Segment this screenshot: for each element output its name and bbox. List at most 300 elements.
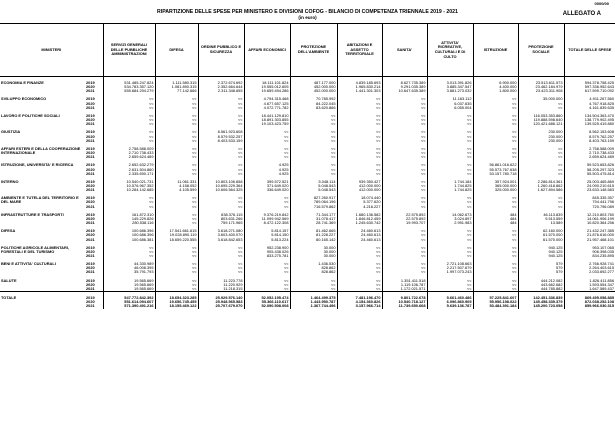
- value-cell: 5.048.543: [290, 184, 337, 188]
- value-cell: <<: [337, 102, 382, 106]
- year-label: 2021: [86, 221, 95, 226]
- value-cell: <<: [337, 122, 382, 126]
- value-cell: <<: [382, 118, 427, 122]
- value-cell: 2.758.588.009: [103, 143, 155, 151]
- value-cell: 280.538.116: [103, 221, 155, 225]
- year-label: 2019: [86, 112, 95, 118]
- value-cell: 25.929.576.140: [198, 292, 244, 301]
- value-cell: <<: [103, 205, 155, 209]
- value-cell: <<: [198, 254, 244, 258]
- value-cell: 70.785.992: [290, 93, 337, 101]
- value-cell: <<: [155, 270, 198, 274]
- year-label: 2020: [86, 101, 95, 106]
- value-cell: 10.576.967.352: [103, 184, 155, 188]
- value-cell: 6.037.635: [427, 102, 473, 106]
- value-cell: 940.125: [518, 254, 564, 258]
- value-cell: 720.796.089: [564, 205, 615, 209]
- value-cell: <<: [382, 242, 427, 250]
- value-cell: <<: [103, 126, 155, 134]
- value-cell: <<: [427, 143, 473, 151]
- value-cell: 2.766.928.741: [564, 258, 615, 266]
- value-cell: 11.739.650.668: [382, 304, 427, 308]
- value-cell: 872.038.252.108: [564, 300, 615, 304]
- value-cell: 5.377.620: [337, 200, 382, 204]
- value-cell: 1.965.830.214: [337, 85, 382, 89]
- value-cell: 1.111.580.315: [155, 77, 198, 86]
- value-cell: 22.575.892: [382, 217, 427, 221]
- value-cell: 71.344.177: [290, 209, 337, 217]
- value-cell: 1.826.411.856: [564, 275, 615, 283]
- value-cell: 19.028.890.119: [155, 233, 198, 237]
- value-cell: <<: [155, 266, 198, 270]
- value-cell: 19.656.745.455: [155, 300, 198, 304]
- value-cell: 56.861.016.622: [473, 159, 518, 167]
- value-cell: <<: [155, 93, 198, 101]
- value-cell: <<: [155, 221, 198, 225]
- table-row: [0, 275, 615, 283]
- spending-table: [0, 23, 615, 309]
- value-cell: <<: [155, 283, 198, 287]
- value-cell: <<: [155, 159, 198, 167]
- value-cell: 8.561.923.608: [198, 126, 244, 134]
- value-cell: <<: [198, 118, 244, 122]
- value-cell: 10.606.564.325: [198, 188, 244, 192]
- value-cell: <<: [382, 135, 427, 139]
- value-cell: <<: [473, 155, 518, 159]
- value-cell: 1.744.184: [427, 176, 473, 184]
- value-cell: 1.593.554.347: [564, 283, 615, 287]
- year-label: 2020: [86, 183, 95, 188]
- value-cell: <<: [427, 225, 473, 233]
- header-istruzione: ISTRUZIONE: [473, 24, 518, 77]
- value-cell: 3.618.842.653: [198, 238, 244, 242]
- value-cell: 2.659.624.489: [564, 155, 615, 159]
- value-cell: 11.163.112: [427, 93, 473, 101]
- value-cell: 46.008.395: [103, 266, 155, 270]
- value-cell: 833.275.781: [244, 254, 290, 258]
- value-cell: <<: [337, 275, 382, 283]
- year-label: 2021: [86, 138, 95, 143]
- value-cell: 80.165.142: [290, 238, 337, 242]
- value-cell: 9.376.219.842: [244, 209, 290, 217]
- value-cell: 4.072.771.782: [244, 106, 290, 110]
- value-cell: 794.441.796: [564, 200, 615, 204]
- value-cell: 803.631.266: [198, 217, 244, 221]
- value-cell: 19.103.423.759: [244, 122, 290, 126]
- value-cell: 551.614.094.607: [103, 300, 155, 304]
- value-cell: 716.579.862: [290, 205, 337, 209]
- year-label: 2020: [86, 266, 95, 271]
- year-label: 2020: [86, 151, 95, 156]
- value-cell: <<: [473, 200, 518, 204]
- value-cell: <<: [198, 258, 244, 266]
- value-cell: <<: [155, 126, 198, 134]
- value-cell: <<: [103, 200, 155, 204]
- value-cell: 5.661.460.486: [427, 292, 473, 301]
- value-cell: 14.061.906.199: [564, 217, 615, 221]
- year-label: 2021: [86, 204, 95, 209]
- value-cell: 1.744.825: [427, 188, 473, 192]
- value-cell: <<: [473, 93, 518, 101]
- value-cell: <<: [518, 200, 564, 204]
- value-cell: <<: [473, 143, 518, 151]
- value-cell: 18.891.303.855: [244, 118, 290, 122]
- value-cell: <<: [337, 283, 382, 287]
- value-cell: <<: [155, 135, 198, 139]
- page-title: RIPARTIZIONE DELLE SPESE PER MINISTERO E DIVISIONI COFOG - BILANCIO DI COMPETENZA TRIENNALE 2019 - 2021: [157, 9, 458, 15]
- table-row: [0, 77, 615, 86]
- value-cell: 25.003.465.869: [564, 176, 615, 184]
- year-label: 2021: [86, 105, 95, 110]
- value-cell: 23.513.611.573: [518, 77, 564, 86]
- value-cell: <<: [103, 106, 155, 110]
- value-cell: 953.107.065: [564, 242, 615, 250]
- value-cell: 1.627.894.586: [518, 188, 564, 192]
- value-cell: <<: [244, 283, 290, 287]
- value-cell: <<: [382, 250, 427, 254]
- value-cell: 4.925: [244, 168, 290, 172]
- value-cell: <<: [427, 254, 473, 258]
- value-cell: 3.013.391.826: [427, 77, 473, 86]
- value-cell: 100.686.381: [103, 238, 155, 242]
- value-cell: 9.291.035.389: [382, 85, 427, 89]
- value-cell: 1.260.418.862: [518, 184, 564, 188]
- value-cell: <<: [382, 184, 427, 188]
- page-code: 0000/00: [594, 1, 609, 6]
- value-cell: <<: [198, 122, 244, 126]
- value-cell: 142.451.336.839: [518, 292, 564, 301]
- value-cell: <<: [427, 275, 473, 283]
- value-cell: <<: [382, 238, 427, 242]
- value-cell: <<: [244, 192, 290, 200]
- value-cell: <<: [198, 266, 244, 270]
- value-cell: 940.125: [518, 250, 564, 254]
- value-cell: <<: [337, 172, 382, 176]
- value-cell: <<: [103, 93, 155, 101]
- value-cell: 838.376.115: [198, 209, 244, 217]
- value-cell: <<: [103, 122, 155, 126]
- value-cell: 24.460.613: [337, 225, 382, 233]
- year-label: 2019: [86, 129, 95, 135]
- value-cell: 4.925: [244, 172, 290, 176]
- value-cell: <<: [337, 159, 382, 167]
- value-cell: <<: [155, 250, 198, 254]
- value-cell: <<: [337, 258, 382, 266]
- value-cell: 1.081.890.315: [155, 85, 198, 89]
- value-cell: 3.885.347.547: [427, 85, 473, 89]
- value-cell: <<: [427, 118, 473, 122]
- value-cell: 19.565.669: [103, 287, 155, 292]
- year-label: 2020: [86, 282, 95, 287]
- year-label: 2021: [86, 237, 95, 242]
- value-cell: 62.160.000: [518, 225, 564, 233]
- year-label: 2020: [86, 216, 95, 221]
- value-cell: <<: [337, 270, 382, 274]
- value-cell: <<: [382, 225, 427, 233]
- year-label: 2021: [86, 286, 95, 291]
- value-cell: <<: [427, 168, 473, 172]
- value-cell: <<: [427, 242, 473, 250]
- value-cell: <<: [155, 168, 198, 172]
- value-cell: <<: [244, 287, 290, 292]
- value-cell: <<: [382, 233, 427, 237]
- header-protezione-ambiente: PROTEZIONE DELL'AMBIENTE: [290, 24, 337, 77]
- value-cell: 487.177.000: [290, 77, 337, 86]
- year-label: 2021: [86, 89, 95, 94]
- value-cell: <<: [473, 266, 518, 270]
- value-cell: <<: [518, 205, 564, 209]
- value-cell: 452.000.000: [290, 89, 337, 93]
- value-cell: 21.432.247.385: [564, 225, 615, 233]
- value-cell: <<: [290, 283, 337, 287]
- value-cell: 19.555.012.605: [244, 85, 290, 89]
- ministry-name: ECONOMIA E FINANZE: [1, 80, 44, 85]
- value-cell: 18.074.440: [337, 192, 382, 200]
- value-cell: <<: [337, 254, 382, 258]
- value-cell: 3.603.400.070: [198, 233, 244, 237]
- value-cell: 100.686.396: [103, 225, 155, 233]
- value-cell: <<: [198, 242, 244, 250]
- value-cell: 59.523.653.826: [564, 159, 615, 167]
- value-cell: 2.286.814.361: [518, 176, 564, 184]
- value-cell: 23.462.184.979: [518, 85, 564, 89]
- value-cell: 939.350.427: [337, 176, 382, 184]
- value-cell: 579: [518, 258, 564, 266]
- value-cell: <<: [518, 151, 564, 155]
- value-cell: 828.862: [290, 266, 337, 270]
- value-cell: 134.504.363.470: [564, 110, 615, 118]
- value-cell: 952.238.900: [244, 242, 290, 250]
- value-cell: <<: [382, 106, 427, 110]
- table-row: [0, 110, 615, 118]
- year-label: 2019: [86, 178, 95, 184]
- value-cell: 531.485.247.824: [103, 77, 155, 86]
- value-cell: 1.464.499.375: [290, 292, 337, 301]
- value-cell: 2.758.588.009: [564, 143, 615, 151]
- year-label: 2020: [86, 118, 95, 123]
- table-row: [0, 93, 615, 101]
- value-cell: <<: [198, 200, 244, 204]
- value-cell: 4.161.839.635: [564, 106, 615, 110]
- value-cell: 2.352.664.644: [198, 85, 244, 89]
- year-label: 2019: [86, 162, 95, 168]
- value-cell: <<: [473, 135, 518, 139]
- value-cell: <<: [290, 287, 337, 292]
- value-cell: 19.659.494.286: [244, 89, 290, 93]
- ministry-name: TOTALE: [0, 292, 85, 309]
- value-cell: <<: [473, 238, 518, 242]
- value-cell: <<: [427, 110, 473, 118]
- value-cell: 4.158.052: [155, 184, 198, 188]
- value-cell: 1.443.950.787: [290, 300, 337, 304]
- value-cell: <<: [244, 200, 290, 204]
- value-cell: <<: [473, 106, 518, 110]
- value-cell: <<: [244, 126, 290, 134]
- value-cell: <<: [198, 192, 244, 200]
- value-cell: <<: [337, 242, 382, 250]
- year-label: 2019: [86, 96, 95, 102]
- value-cell: 4.216.227: [337, 205, 382, 209]
- year-label: 2019: [86, 244, 95, 250]
- value-cell: <<: [518, 155, 564, 159]
- value-cell: <<: [382, 122, 427, 126]
- value-cell: 444.212.082: [518, 275, 564, 283]
- value-cell: 759.171.965: [198, 221, 244, 225]
- value-cell: <<: [427, 155, 473, 159]
- value-cell: 534.783.357.120: [103, 85, 155, 89]
- value-cell: <<: [198, 155, 244, 159]
- value-cell: 61.570.000: [518, 233, 564, 237]
- value-cell: <<: [290, 172, 337, 176]
- value-cell: 30.000: [290, 250, 337, 254]
- value-cell: <<: [155, 287, 198, 292]
- year-label: 2020: [86, 85, 95, 90]
- value-cell: 44.330.989: [103, 258, 155, 266]
- value-cell: <<: [473, 254, 518, 258]
- table-row: [0, 159, 615, 167]
- ministry-name: ISTRUZIONE, UNIVERSITA' E RICERCA: [1, 162, 74, 168]
- value-cell: <<: [290, 275, 337, 283]
- value-cell: 18.654.323.285: [155, 292, 198, 301]
- value-cell: <<: [518, 143, 564, 151]
- value-cell: 52.052.195.474: [244, 292, 290, 301]
- value-cell: 19.565.669: [103, 275, 155, 283]
- year-label: 2019: [86, 211, 95, 217]
- value-cell: <<: [337, 266, 382, 270]
- value-cell: 940.125: [518, 242, 564, 250]
- value-cell: <<: [290, 168, 337, 172]
- ministry-name: INTERNO: [1, 178, 19, 184]
- value-cell: 484: [473, 209, 518, 217]
- value-cell: 19.565.669: [103, 283, 155, 287]
- value-cell: <<: [155, 106, 198, 110]
- value-cell: <<: [155, 110, 198, 118]
- value-cell: 1.846.812.459: [337, 217, 382, 221]
- value-cell: 55.366.110.617: [244, 300, 290, 304]
- value-cell: 52.090.508.008: [244, 304, 290, 308]
- value-cell: 412.000.000: [337, 184, 382, 188]
- value-cell: 230.000: [518, 135, 564, 139]
- value-cell: 3.157.966.714: [337, 304, 382, 308]
- value-cell: 443.662.682: [518, 283, 564, 287]
- value-cell: <<: [155, 155, 198, 159]
- value-cell: 906.398.035: [564, 250, 615, 254]
- value-cell: 58.205.297.323: [564, 168, 615, 172]
- value-cell: <<: [198, 205, 244, 209]
- value-cell: <<: [473, 270, 518, 274]
- value-cell: 484: [473, 217, 518, 221]
- value-cell: <<: [382, 188, 427, 192]
- value-cell: <<: [155, 217, 198, 221]
- value-cell: <<: [473, 225, 518, 233]
- value-cell: <<: [198, 270, 244, 274]
- value-cell: <<: [244, 266, 290, 270]
- value-cell: 10.803.106.658: [198, 176, 244, 184]
- value-cell: 14.062.673: [427, 209, 473, 217]
- year-label: 2019: [86, 145, 95, 151]
- ministry-name: GIUSTIZIA: [1, 129, 21, 135]
- value-cell: <<: [155, 172, 198, 176]
- year-label: 2019: [86, 80, 95, 85]
- value-cell: 1.172.021.571: [382, 287, 427, 292]
- value-cell: <<: [473, 110, 518, 118]
- value-cell: 905.438.026: [244, 250, 290, 254]
- value-cell: <<: [198, 93, 244, 101]
- value-cell: <<: [290, 126, 337, 134]
- value-cell: <<: [382, 266, 427, 270]
- value-cell: 1.245.630.742: [337, 221, 382, 225]
- value-cell: 30.000: [290, 254, 337, 258]
- value-cell: 4.839.185.693: [337, 77, 382, 86]
- ministry-name: AMBIENTE E TUTELA DEL TERRITORIO E DEL MARE: [1, 195, 79, 205]
- value-cell: <<: [337, 110, 382, 118]
- year-label: 2020: [86, 167, 95, 172]
- value-cell: 4.767.918.825: [564, 102, 615, 106]
- value-cell: <<: [290, 135, 337, 139]
- value-cell: <<: [337, 287, 382, 292]
- value-cell: 55.573.767.638: [473, 168, 518, 172]
- value-cell: <<: [155, 200, 198, 204]
- header-ordine-pubblico: ORDINE PUBBLICO E SICUREZZA: [198, 24, 244, 77]
- value-cell: <<: [473, 233, 518, 237]
- value-cell: 571.390.491.216: [103, 304, 155, 308]
- value-cell: <<: [427, 151, 473, 155]
- value-cell: 452.000.000: [290, 85, 337, 89]
- value-cell: 371.649.020: [244, 184, 290, 188]
- value-cell: 7.481.196.470: [337, 292, 382, 301]
- value-cell: 2.652.632.279: [103, 159, 155, 167]
- value-cell: <<: [427, 159, 473, 167]
- year-label: 2019: [86, 195, 95, 201]
- value-cell: 35.000.000: [518, 93, 564, 101]
- value-cell: <<: [427, 238, 473, 242]
- value-cell: 365.000.000: [473, 184, 518, 188]
- value-cell: 5.048.114: [290, 176, 337, 184]
- value-cell: <<: [244, 270, 290, 274]
- value-cell: 61.570.000: [518, 238, 564, 242]
- value-cell: 145.458.339.379: [518, 300, 564, 304]
- value-cell: 53.484.391.184: [473, 304, 518, 308]
- value-cell: 1.800.000: [473, 89, 518, 93]
- header-affari-economici: AFFARI ECONOMICI: [244, 24, 290, 77]
- value-cell: <<: [473, 242, 518, 250]
- value-cell: <<: [198, 106, 244, 110]
- value-cell: 869.495.058.885: [564, 292, 615, 301]
- value-cell: <<: [518, 106, 564, 110]
- value-cell: 19.993.707: [382, 221, 427, 225]
- value-cell: 827.260.917: [290, 192, 337, 200]
- value-cell: <<: [103, 192, 155, 200]
- value-cell: 4.105.599: [155, 188, 198, 192]
- ministry-name: INFRASTRUTTURE E TRASPORTI: [1, 211, 64, 217]
- value-cell: <<: [473, 250, 518, 254]
- value-cell: <<: [427, 192, 473, 200]
- value-cell: 2.335.690.171: [103, 172, 155, 176]
- value-cell: <<: [473, 126, 518, 134]
- value-cell: 81.228.227: [290, 233, 337, 237]
- value-cell: 555.684.294.279: [103, 89, 155, 93]
- value-cell: <<: [337, 135, 382, 139]
- value-cell: 597.336.952.643: [564, 85, 615, 89]
- value-cell: 6.900.000: [473, 77, 518, 86]
- value-cell: <<: [518, 192, 564, 200]
- value-cell: 161.872.310: [103, 209, 155, 217]
- table-row: [0, 258, 615, 266]
- value-cell: 23.423.311.908: [518, 89, 564, 93]
- value-cell: 594.378.758.425: [564, 77, 615, 86]
- header-row: [0, 24, 615, 77]
- value-cell: 11.061.331: [155, 176, 198, 184]
